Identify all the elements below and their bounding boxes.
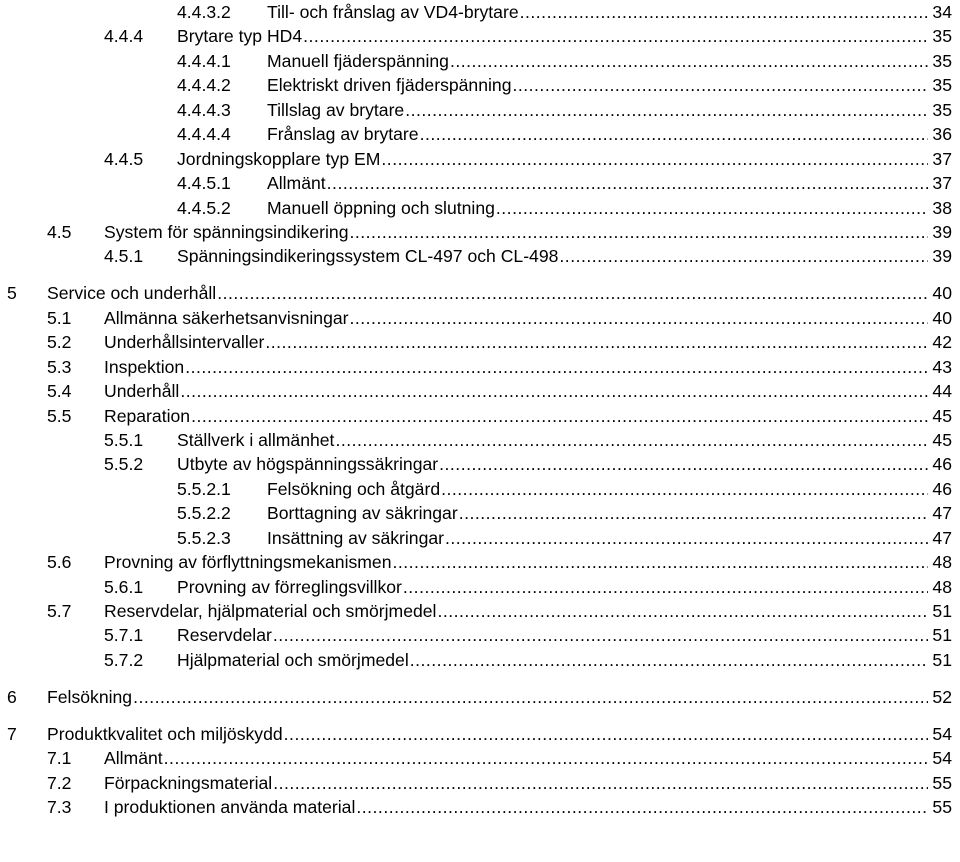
toc-entry-page: 35 [932, 26, 952, 46]
toc-entry[interactable] [104, 428, 952, 452]
toc-entry-number: 5.7.2 [104, 650, 144, 670]
toc-entry-title: Till- och frånslag av VD4-brytare [267, 2, 519, 22]
toc-entry-title: Felsökning [47, 687, 133, 707]
dot-leader [403, 575, 928, 599]
toc-entry-number: 6 [7, 687, 17, 707]
toc-entry-page: 45 [932, 406, 952, 426]
dot-leader [273, 771, 928, 795]
toc-entry-page: 54 [932, 748, 952, 768]
toc-entry-page: 43 [932, 357, 952, 377]
toc-entry-page: 54 [932, 724, 952, 744]
toc-entry-number: 5.5.1 [104, 430, 144, 450]
toc-entry-number: 7.3 [47, 797, 72, 817]
toc-entry-title: Förpackningsmaterial [104, 773, 273, 793]
toc-entry-title: Ställverk i allmänhet [177, 430, 335, 450]
toc-entry-number: 5.5.2 [104, 454, 144, 474]
toc-entry-title: Frånslag av brytare [267, 124, 419, 144]
toc-entry-title: Allmänt [267, 173, 326, 193]
toc-entry-number: 4.4.4.1 [177, 51, 231, 71]
toc-entry-number: 5.5.2.2 [177, 503, 231, 523]
toc-entry[interactable] [47, 404, 952, 428]
dot-leader [410, 648, 928, 672]
dot-leader [327, 171, 928, 195]
toc-entry-page: 35 [932, 100, 952, 120]
toc-entry-page: 35 [932, 75, 952, 95]
dot-leader [185, 355, 928, 379]
toc-entry[interactable] [104, 648, 952, 672]
dot-leader [265, 330, 928, 354]
toc-entry-number: 5.5.2.3 [177, 528, 231, 548]
toc-entry-number: 4.5 [47, 222, 72, 242]
toc-entry[interactable] [177, 0, 952, 24]
toc-entry[interactable] [47, 330, 952, 354]
dot-leader [284, 722, 928, 746]
dot-leader [520, 0, 928, 24]
toc-entry-title: Reservdelar, hjälpmaterial och smörjmedel [104, 601, 437, 621]
toc-entry-number: 7.1 [47, 748, 72, 768]
toc-entry-number: 5.1 [47, 308, 72, 328]
dot-leader [559, 244, 928, 268]
toc-entry-number: 5.7 [47, 601, 72, 621]
dot-leader [335, 428, 928, 452]
toc-entry-title: Underhållsintervaller [104, 332, 265, 352]
dot-leader [441, 477, 928, 501]
toc-entry-title: Hjälpmaterial och smörjmedel [177, 650, 409, 670]
dot-leader [437, 599, 928, 623]
toc-entry-title: Underhåll [104, 381, 180, 401]
toc-entry[interactable] [47, 599, 952, 623]
toc-entry-page: 38 [932, 198, 952, 218]
dot-leader [191, 404, 928, 428]
toc-entry-number: 5 [7, 283, 17, 303]
dot-leader [393, 550, 929, 574]
toc-entry[interactable] [177, 98, 952, 122]
toc-entry-number: 5.2 [47, 332, 72, 352]
toc-entry[interactable] [177, 526, 952, 550]
toc-entry-number: 4.4.4.2 [177, 75, 231, 95]
dot-leader [459, 501, 928, 525]
toc-entry-number: 4.4.5.1 [177, 173, 231, 193]
toc-entry[interactable] [47, 306, 952, 330]
dot-leader [133, 685, 928, 709]
toc-entry-page: 48 [932, 577, 952, 597]
toc-entry-page: 47 [932, 503, 952, 523]
toc-entry-number: 5.6.1 [104, 577, 144, 597]
toc-entry-number: 5.4 [47, 381, 72, 401]
toc-entry[interactable] [47, 771, 952, 795]
toc-entry-number: 5.3 [47, 357, 72, 377]
toc-entry[interactable] [177, 501, 952, 525]
dot-leader [180, 379, 928, 403]
toc-entry-title: Service och underhåll [47, 283, 217, 303]
toc-entry-page: 34 [932, 2, 952, 22]
toc-entry[interactable] [47, 355, 952, 379]
toc-entry-page: 40 [932, 283, 952, 303]
dot-leader [445, 526, 928, 550]
toc-entry[interactable] [177, 122, 952, 146]
dot-leader [356, 795, 928, 819]
toc-entry-page: 55 [932, 773, 952, 793]
toc-entry-number: 4.4.4.3 [177, 100, 231, 120]
toc-entry-page: 45 [932, 430, 952, 450]
toc-entry-page: 46 [932, 454, 952, 474]
toc-entry-number: 4.4.5 [104, 149, 144, 169]
toc-entry[interactable] [177, 196, 952, 220]
toc-entry-page: 52 [932, 687, 952, 707]
toc-entry-title: Reservdelar [177, 625, 272, 645]
toc-entry-title: Brytare typ HD4 [177, 26, 303, 46]
toc-entry-title: Allmänna säkerhetsanvisningar [104, 308, 349, 328]
toc-entry[interactable] [47, 550, 952, 574]
toc-entry-title: Reparation [104, 406, 191, 426]
dot-leader [303, 24, 928, 48]
dot-leader [350, 306, 929, 330]
toc-entry[interactable] [47, 220, 952, 244]
toc-entry-title: Insättning av säkringar [267, 528, 445, 548]
toc-entry-title: System för spänningsindikering [104, 222, 349, 242]
toc-entry-page: 37 [932, 173, 952, 193]
toc-entry-number: 5.6 [47, 552, 72, 572]
toc-entry-title: Jordningskopplare typ EM [177, 149, 381, 169]
toc-entry-number: 4.4.5.2 [177, 198, 231, 218]
toc-entry-number: 5.5 [47, 406, 72, 426]
toc-entry[interactable] [47, 795, 952, 819]
toc-entry-title: Felsökning och åtgärd [267, 479, 441, 499]
toc-entry[interactable] [177, 49, 952, 73]
toc-entry[interactable] [104, 575, 952, 599]
toc-entry-number: 7.2 [47, 773, 72, 793]
dot-leader [496, 196, 928, 220]
toc-entry-title: Manuell öppning och slutning [267, 198, 495, 218]
toc-entry-page: 51 [932, 625, 952, 645]
toc-entry-number: 5.7.1 [104, 625, 144, 645]
toc-entry[interactable] [104, 244, 952, 268]
toc-entry-page: 40 [932, 308, 952, 328]
toc-entry-number: 7 [7, 724, 17, 744]
toc-entry-title: Manuell fjäderspänning [267, 51, 449, 71]
toc-entry-title: Utbyte av högspänningssäkringar [177, 454, 439, 474]
toc-entry-page: 37 [932, 149, 952, 169]
dot-leader [164, 746, 928, 770]
toc-entry[interactable] [104, 24, 952, 48]
dot-leader [273, 623, 928, 647]
toc-entry-number: 4.4.4.4 [177, 124, 231, 144]
dot-leader [405, 98, 928, 122]
dot-leader [420, 122, 928, 146]
toc-entry[interactable] [177, 171, 952, 195]
toc-entry-page: 51 [932, 601, 952, 621]
toc-entry-title: Allmänt [104, 748, 163, 768]
dot-leader [450, 49, 928, 73]
toc-entry-page: 42 [932, 332, 952, 352]
toc-entry[interactable] [47, 379, 952, 403]
toc-entry[interactable] [104, 452, 952, 476]
toc-entry[interactable] [47, 746, 952, 770]
toc-entry-title: Produktkvalitet och miljöskydd [47, 724, 283, 744]
dot-leader [217, 281, 928, 305]
toc-entry-number: 4.4.4 [104, 26, 144, 46]
toc-entry-page: 55 [932, 797, 952, 817]
toc-entry-page: 48 [932, 552, 952, 572]
toc-entry[interactable] [7, 281, 952, 305]
dot-leader [512, 73, 928, 97]
toc-entry-title: Spänningsindikeringssystem CL-497 och CL-498 [177, 246, 559, 266]
toc-entry-page: 51 [932, 650, 952, 670]
toc-entry[interactable] [104, 147, 952, 171]
toc-entry[interactable] [7, 685, 952, 709]
dot-leader [439, 452, 928, 476]
dot-leader [349, 220, 928, 244]
toc-entry-page: 44 [932, 381, 952, 401]
dot-leader [381, 147, 928, 171]
toc-entry-number: 5.5.2.1 [177, 479, 231, 499]
toc-entry-title: Tillslag av brytare [267, 100, 405, 120]
toc-entry-title: Borttagning av säkringar [267, 503, 458, 523]
toc-entry[interactable] [7, 722, 952, 746]
toc-entry-page: 39 [932, 222, 952, 242]
toc-entry[interactable] [104, 623, 952, 647]
toc-entry-title: Inspektion [104, 357, 185, 377]
toc-entry-page: 39 [932, 246, 952, 266]
toc-entry[interactable] [177, 477, 952, 501]
toc-entry-number: 4.5.1 [104, 246, 144, 266]
toc-entry-title: Provning av förflyttningsmekanismen [104, 552, 392, 572]
toc-entry-title: Provning av förreglingsvillkor [177, 577, 402, 597]
toc-entry-title: Elektriskt driven fjäderspänning [267, 75, 512, 95]
toc-entry-page: 47 [932, 528, 952, 548]
toc-entry-page: 35 [932, 51, 952, 71]
toc-entry[interactable] [177, 73, 952, 97]
toc-entry-title: I produktionen använda material [104, 797, 356, 817]
toc-entry-page: 46 [932, 479, 952, 499]
toc-entry-number: 4.4.3.2 [177, 2, 231, 22]
toc-entry-page: 36 [932, 124, 952, 144]
